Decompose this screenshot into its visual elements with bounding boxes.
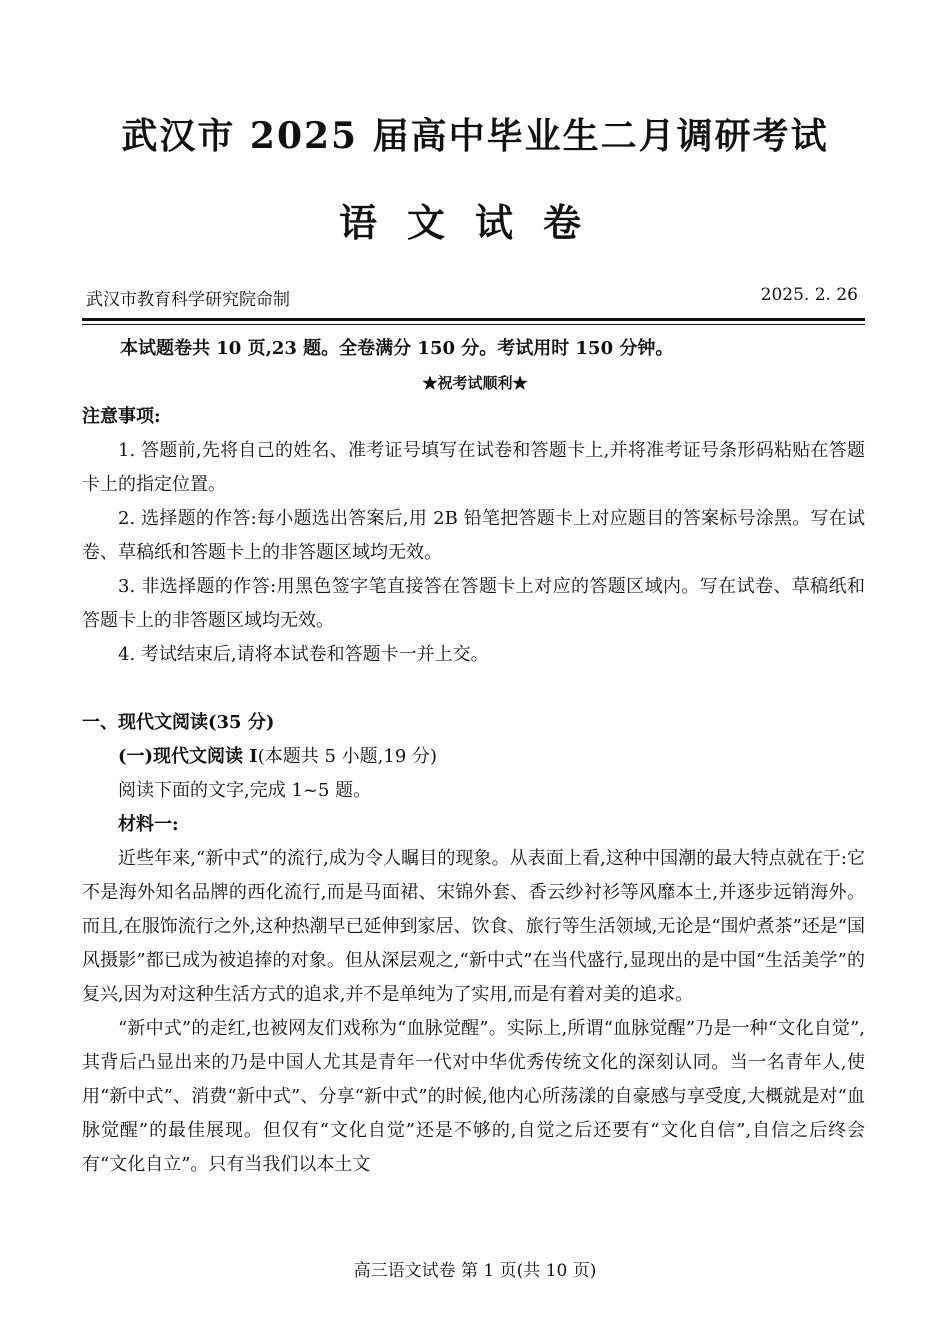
notes-section	[82, 400, 865, 672]
exam-title: 武汉市 2025 届高中毕业生二月调研考试	[121, 115, 829, 157]
instruction: 阅读下面的文字,完成 1~5 题。	[118, 780, 372, 801]
paragraph-1: 近些年来,“新中式”的流行,成为令人瞩目的现象。从表面上看,这种中国潮的最大特点就在于:它不是海外知名品牌的西化流行,而是马面裙、宋锦外套、香云纱衬衫等风靡本土,并逐步远销海外。而且,在服饰流行之外,这种热潮早已延伸到家居、饮食、旅行等生活领域,无论是“围炉煮茶”还是“国风摄影”都已成为被追捧的对象。但从深层观之,“新中式”在当代盛行,显现出的是中国“生活美学”的复兴,因为对这种生活方式的追求,并不是单纯为了实用,而是有着对美的追求。	[82, 848, 865, 1005]
section-heading: 一、现代文阅读(35 分)	[82, 712, 275, 733]
reading-section	[82, 706, 865, 1182]
note-item-4: 4. 考试结束后,请将本试卷和答题卡一并上交。	[118, 644, 489, 665]
header-rule-thick	[82, 318, 865, 321]
note-item-3: 3. 非选择题的作答:用黑色签字笔直接答在答题卡上对应的答题区域内。写在试卷、草稿纸和答题卡上的非答题区域均无效。	[82, 576, 865, 631]
exam-subtitle: 语文试卷	[338, 200, 611, 245]
material-label: 材料一:	[118, 814, 179, 835]
note-item-2: 2. 选择题的作答:每小题选出答案后,用 2B 铅笔把答题卡上对应题目的答案标号涂黑。写在试卷、草稿纸和答题卡上的非答题区域均无效。	[82, 508, 865, 563]
sub-heading	[82, 740, 865, 774]
notes-heading: 注意事项:	[82, 406, 161, 427]
header-rule-thin	[82, 324, 865, 325]
good-luck-banner: ★祝考试顺利★	[422, 374, 528, 392]
issuer: 武汉市教育科学研究院命制	[86, 290, 290, 310]
paragraph-2: “新中式”的走红,也被网友们戏称为“血脉觉醒”。实际上,所谓“血脉觉醒”乃是一种“文化自觉”,其背后凸显出来的乃是中国人尤其是青年一代对中华优秀传统文化的深刻认同。当一名青年人,使用“新中式”、消费“新中式”、分享“新中式”的时候,他内心所荡漾的自豪感与享受度,大概就是对“血脉觉醒”的最佳展现。但仅有“文化自觉”还是不够的,自觉之后还要有“文化自信”,自信之后终会有“文化自立”。只有当我们以本土文	[82, 1018, 865, 1175]
exam-info: 本试题卷共 10 页,23 题。全卷满分 150 分。考试用时 150 分钟。	[120, 338, 674, 359]
page-footer: 高三语文试卷 第 1 页(共 10 页)	[353, 1261, 597, 1281]
note-item-1: 1. 答题前,先将自己的姓名、准考证号填写在试卷和答题卡上,并将准考证号条形码粘贴在答题卡上的指定位置。	[82, 440, 865, 495]
sub-heading-title: (一)现代文阅读 I	[118, 746, 258, 767]
sub-heading-detail: (本题共 5 小题,19 分)	[257, 746, 438, 767]
exam-date: 2025. 2. 26	[760, 285, 858, 305]
